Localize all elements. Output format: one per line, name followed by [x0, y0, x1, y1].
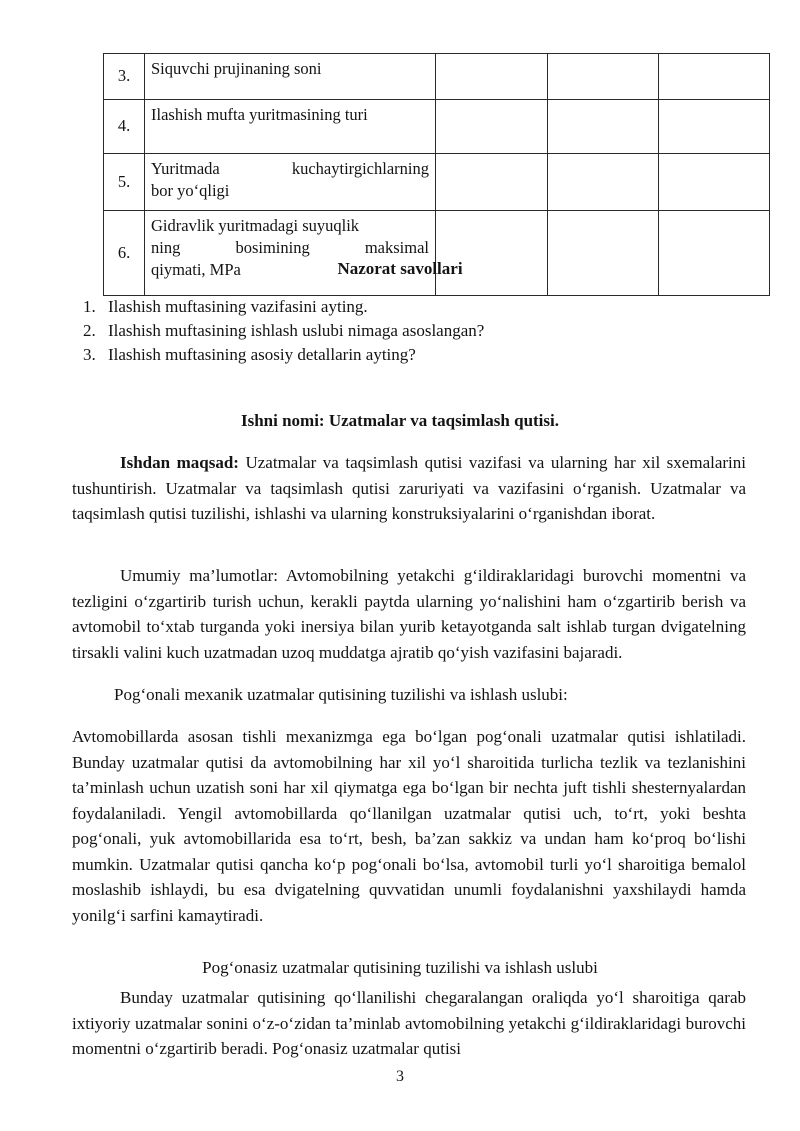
row-name-line: Gidravlik yuritmadagi suyuqlik: [151, 216, 360, 235]
row-value-cell-1: [436, 211, 548, 296]
row-value-cell-3: [659, 100, 770, 154]
row-name-line: Yuritmada kuchaytirgichlarning: [151, 159, 429, 178]
table-row: [104, 100, 770, 154]
row-value-cell-2: [548, 54, 659, 100]
stepped-heading: Pog‘onali mexanik uzatmalar qutisining tuzilishi va ishlash uslubi:: [114, 685, 568, 704]
list-item: 1. Ilashish muftasining vazifasini ayting.: [100, 295, 774, 319]
page-number: 3: [396, 1068, 404, 1085]
purpose-label: Ishdan maqsad:: [120, 453, 239, 472]
stepless-body-paragraph: Bunday uzatmalar qutisining qo‘llanilishi chegaralangan oraliqda yo‘l sharoitiga qarab ixtiyoriy uzatmalar sonini o‘z-o‘zidan ta’minlab avtomobilning yetakchi g‘ildiraklaridagi burovchi momentni o‘zgartirib beradi. Pog‘onasiz uzatmalar qutisi: [72, 988, 746, 1058]
stepped-body-paragraph: Avtomobillarda asosan tishli mexanizmga ega bo‘lgan pog‘onali uzatmalar qutisi ishlatiladi. Bunday uzatmalar qutisi da avtomobilning har xil yo‘l sharoitida turlicha tezlik va tezlanishini ta’minlash uchun uzatish soni har xil qiymatga ega bo‘lgan bir nechta juft tishli shesternyalardan foydalaniladi. Yengil avtomobillarda qo‘llanilgan uzatmalar qutisi uch, to‘rt, yoki beshta pog‘onali, yuk avtomobillarida esa to‘rt, besh, ba’zan sakkiz va undan ham ko‘proq bo‘lishi mumkin. Uzatmalar qutisi qancha ko‘p pog‘onali bo‘lsa, avtomobil turli yo‘l sharoitiga bemalol moslashib ishlaydi, bu esa dvigatelning quvvatidan unumli foydalanishni yaxshilaydi hamda yonilg‘i sarfini kamaytiradi.: [72, 727, 746, 925]
row-value-cell-1: [436, 154, 548, 211]
row-name-cell: Siquvchi prujinaning soni: [145, 54, 436, 100]
row-value-cell-3: [659, 54, 770, 100]
row-value-cell-2: [548, 211, 659, 296]
row-number-cell: 5.: [104, 154, 145, 211]
control-questions-heading: Nazorat savollari: [337, 259, 463, 278]
work-title: Ishni nomi: Uzatmalar va taqsimlash qutisi.: [240, 411, 559, 430]
row-value-cell-2: [548, 100, 659, 154]
row-value-cell-1: [436, 100, 548, 154]
purpose-paragraph: [72, 450, 746, 527]
row-number-cell: 4.: [104, 100, 145, 154]
row-number-cell: 3.: [104, 54, 145, 100]
row-number-cell: 6.: [104, 211, 145, 296]
row-value-cell-2: [548, 154, 659, 211]
table-row: [104, 211, 770, 296]
table-row: [104, 154, 770, 211]
purpose-text: Uzatmalar va taqsimlash qutisi vazifasi va ularning har xil sxemalarini tushuntirish. Uzatmalar va taqsimlash qutisi zaruriyati va vazifasini o‘rganish. Uzatmalar va taqsimlash qutisi tuzilishi, ishlashi va ularning konstruksiyalarini o‘rganishdan iborat.: [72, 453, 746, 523]
row-value-cell-3: [659, 154, 770, 211]
list-item: 3. Ilashish muftasining asosiy detallarin ayting?: [100, 343, 774, 367]
row-name-line: bor yo‘qligi: [151, 180, 230, 200]
control-questions-list: [72, 295, 774, 367]
table-row: [104, 54, 770, 100]
general-info-paragraph: Umumiy ma’lumotlar: Avtomobilning yetakchi g‘ildiraklaridagi burovchi momentni va tezligini o‘zgartirib turish uchun, kerakli paytda ularning yo‘nalishini ham o‘zgartirib berish va avtomobil to‘xtab turganda yoki inersiya bilan yurib ketayotganda salt ishlab turgan dvigatelning tirsakli valini kuch uzatmadan uzoq muddatga ajratib qo‘yish vazifasini bajaradi.: [72, 566, 746, 662]
row-value-cell-3: [659, 211, 770, 296]
row-name-cell: Ilashish mufta yuritmasining turi: [145, 100, 436, 154]
row-name-line: ning bosimining maksimal: [151, 237, 429, 257]
row-name-cell: [145, 211, 436, 296]
row-value-cell-1: [436, 54, 548, 100]
row-name-line: qiymati, MPa: [151, 259, 241, 279]
row-name-cell: [145, 154, 436, 211]
stepless-heading: Pog‘onasiz uzatmalar qutisining tuzilishi va ishlash uslubi: [202, 958, 598, 977]
list-item: 2. Ilashish muftasining ishlash uslubi nimaga asoslangan?: [100, 319, 774, 343]
